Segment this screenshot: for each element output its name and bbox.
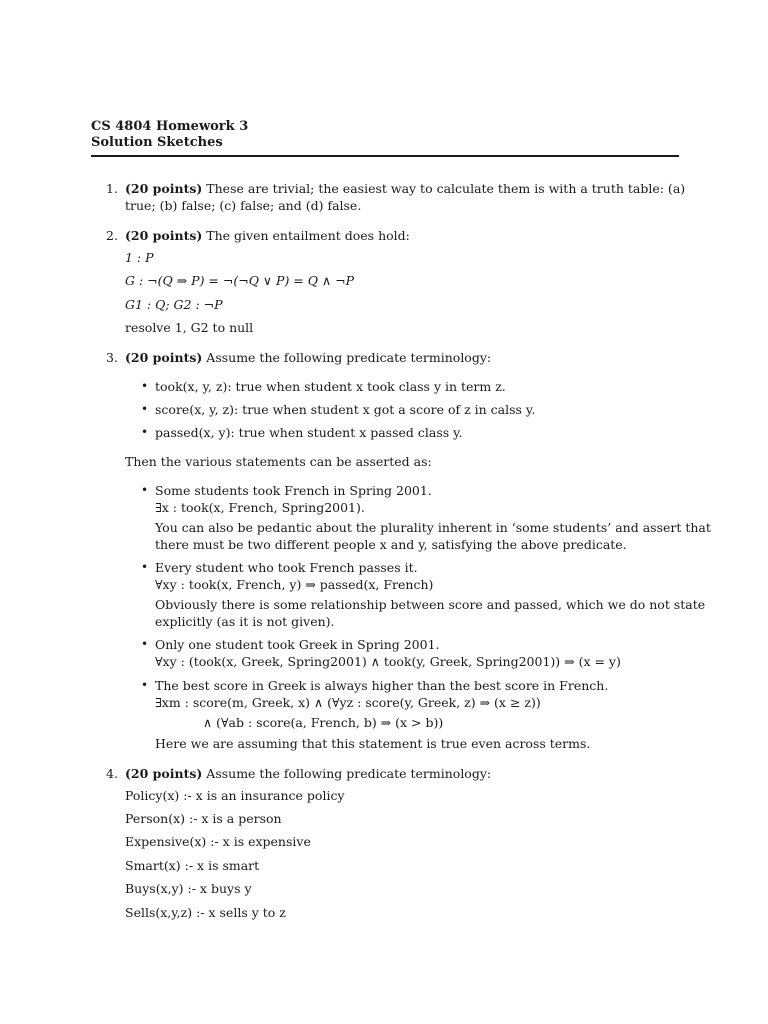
question-text xyxy=(125,349,491,366)
question-text xyxy=(125,227,410,244)
formula: ∀xy : took(x, French, y) ⇒ passed(x, French) xyxy=(155,577,434,592)
question-text xyxy=(125,180,685,197)
document-title: CS 4804 Homework 3 xyxy=(91,119,249,134)
bullet: • xyxy=(141,560,149,574)
predicate-line: Expensive(x) :- x is expensive xyxy=(125,834,311,849)
statement: The best score in Greek is always higher than the best score in French. xyxy=(155,678,609,693)
term-definition: passed(x, y): true when student x passed class y. xyxy=(155,425,463,440)
bullet: • xyxy=(141,637,149,651)
proof-line: G1 : Q; G2 : ¬P xyxy=(125,297,223,312)
note-line: Obviously there is some relationship between score and passed, which we do not state xyxy=(155,597,706,612)
question-text-line: true; (b) false; (c) false; and (d) false. xyxy=(125,198,362,213)
bullet: • xyxy=(141,483,149,497)
predicate-line: Person(x) :- x is a person xyxy=(125,811,282,826)
question-intro: Assume the following predicate terminology: xyxy=(206,766,492,781)
proof-line: 1 : P xyxy=(125,250,154,265)
question-number: 3. xyxy=(106,350,118,365)
statement: Every student who took French passes it. xyxy=(155,560,418,575)
term-definition: took(x, y, z): true when student x took class y in term z. xyxy=(155,379,506,394)
bullet: • xyxy=(141,678,149,692)
question-intro: The given entailment does hold: xyxy=(206,228,410,243)
formula: ∃xm : score(m, Greek, x) ∧ (∀yz : score(y, Greek, z) ⇒ (x ≥ z)) xyxy=(155,695,541,710)
term-definition: score(x, y, z): true when student x got a score of z in calss y. xyxy=(155,402,536,417)
proof-line: resolve 1, G2 to null xyxy=(125,320,254,335)
bullet: • xyxy=(141,402,149,416)
proof-line: G : ¬(Q ⇒ P) = ¬(¬Q ∨ P) = Q ∧ ¬P xyxy=(125,273,354,288)
formula: ∧ (∀ab : score(a, French, b) ⇒ (x > b)) xyxy=(203,715,444,730)
bullet: • xyxy=(141,425,149,439)
points-label: (20 points) xyxy=(125,181,203,196)
predicate-line: Smart(x) :- x is smart xyxy=(125,858,260,873)
question-number: 1. xyxy=(106,181,118,196)
points-label: (20 points) xyxy=(125,350,203,365)
paragraph: Then the various statements can be asserted as: xyxy=(125,454,432,469)
document-subtitle: Solution Sketches xyxy=(91,135,223,150)
predicate-line: Buys(x,y) :- x buys y xyxy=(125,881,252,896)
predicate-line: Policy(x) :- x is an insurance policy xyxy=(125,788,345,803)
points-label: (20 points) xyxy=(125,228,203,243)
predicate-line: Sells(x,y,z) :- x sells y to z xyxy=(125,905,286,920)
statement: Only one student took Greek in Spring 2001. xyxy=(155,637,440,652)
question-text-line: These are trivial; the easiest way to calculate them is with a truth table: (a) xyxy=(206,181,686,196)
question-number: 2. xyxy=(106,228,118,243)
note-line: Here we are assuming that this statement is true even across terms. xyxy=(155,736,591,751)
note-line: explicitly (as it is not given). xyxy=(155,614,335,629)
header-rule xyxy=(91,155,679,157)
bullet: • xyxy=(141,379,149,393)
note-line: You can also be pedantic about the plurality inherent in ‘some students’ and assert that xyxy=(155,520,711,535)
formula: ∀xy : (took(x, Greek, Spring2001) ∧ took(y, Greek, Spring2001)) ⇒ (x = y) xyxy=(155,654,621,669)
question-intro: Assume the following predicate terminology: xyxy=(206,350,492,365)
question-text xyxy=(125,765,491,782)
question-number: 4. xyxy=(106,766,118,781)
points-label: (20 points) xyxy=(125,766,203,781)
note-line: there must be two different people x and y, satisfying the above predicate. xyxy=(155,537,627,552)
formula: ∃x : took(x, French, Spring2001). xyxy=(155,500,365,515)
statement: Some students took French in Spring 2001. xyxy=(155,483,432,498)
